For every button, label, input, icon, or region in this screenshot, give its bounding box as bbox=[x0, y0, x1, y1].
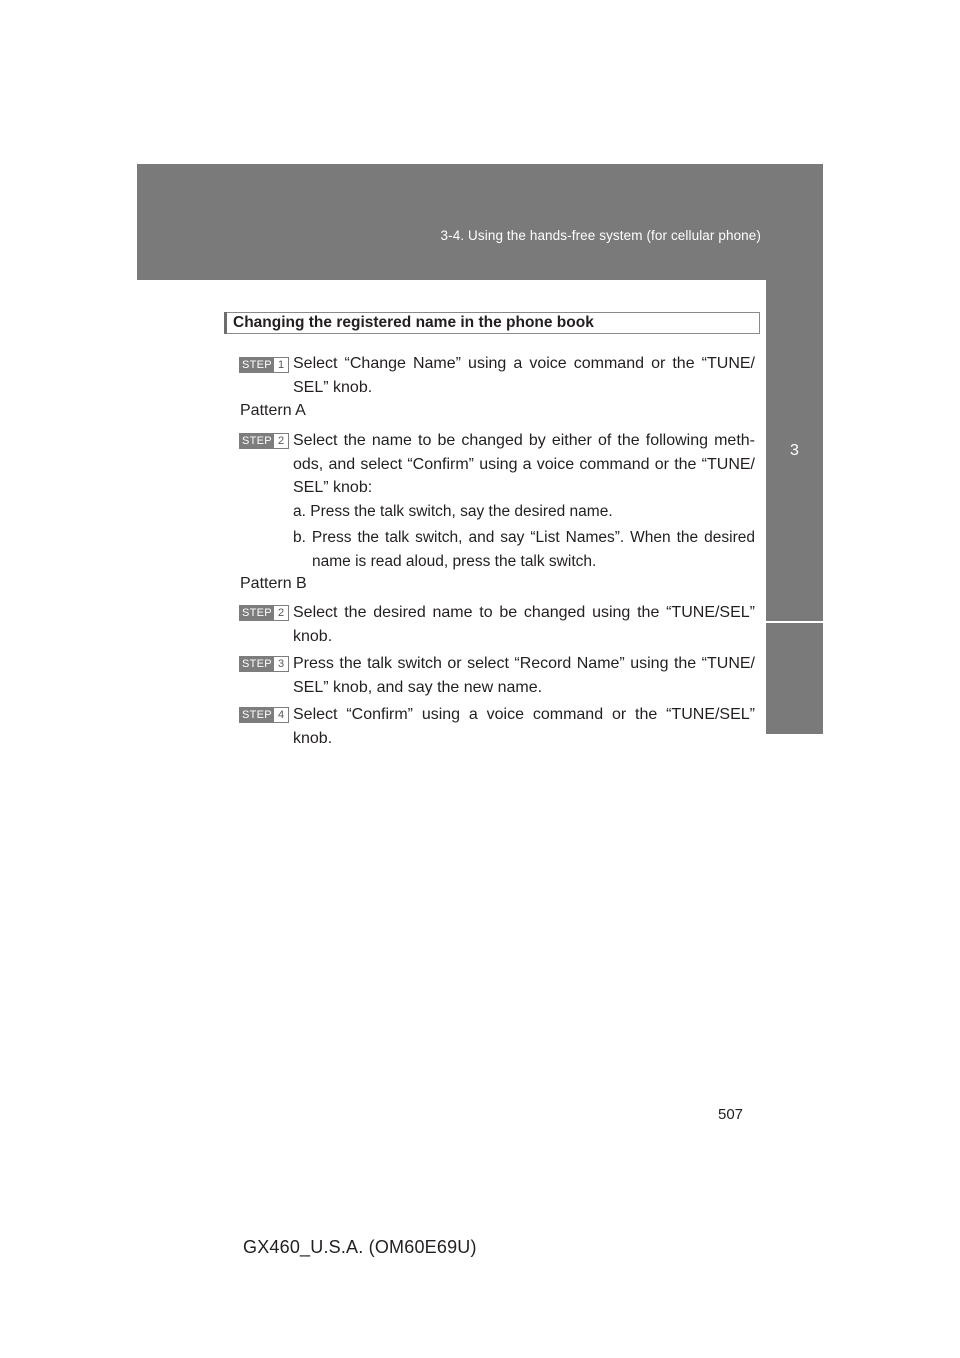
pattern-b-heading: Pattern B bbox=[240, 575, 307, 592]
chapter-label: Interior features bbox=[769, 914, 784, 1006]
header-section-title: 3-4. Using the hands-free system (for cellular phone) bbox=[440, 228, 761, 243]
document-code: GX460_U.S.A. (OM60E69U) bbox=[243, 1237, 477, 1257]
step-word: STEP bbox=[242, 709, 272, 721]
pattern-a-heading: Pattern A bbox=[240, 402, 306, 419]
step-badge bbox=[239, 433, 289, 449]
step-text: Select the desired name to be changed using the “TUNE/SEL” knob. bbox=[293, 604, 755, 645]
header-band bbox=[137, 164, 823, 280]
side-tab-divider bbox=[766, 621, 823, 623]
step-word: STEP bbox=[242, 658, 272, 670]
section-heading-bar bbox=[224, 312, 227, 334]
step-word: STEP bbox=[242, 435, 272, 447]
step-word: STEP bbox=[242, 359, 272, 371]
chapter-side-tab bbox=[766, 280, 823, 1006]
step-badge bbox=[239, 357, 289, 373]
page-number: 507 bbox=[718, 1106, 744, 1123]
step-number: 4 bbox=[274, 708, 288, 722]
chapter-number: 3 bbox=[790, 441, 799, 459]
step-badge bbox=[239, 707, 289, 723]
step-number: 3 bbox=[274, 657, 288, 671]
step-text: Select “Change Name” using a voice command or the “TUNE/ SEL” knob. bbox=[293, 355, 755, 396]
section-heading bbox=[224, 312, 760, 334]
section-heading-text: Changing the registered name in the phone book bbox=[233, 314, 594, 331]
sub-item: b. Press the talk switch, and say “List Names”. When the desired name is read aloud, press the talk switch. bbox=[293, 529, 755, 570]
step-text: Press the talk switch or select “Record Name” using the “TUNE/ SEL” knob, and say the new name. bbox=[293, 655, 755, 696]
step-badge bbox=[239, 605, 289, 621]
step-word: STEP bbox=[242, 607, 272, 619]
step-text: Select “Confirm” using a voice command or the “TUNE/SEL” knob. bbox=[293, 706, 755, 747]
step-number: 2 bbox=[274, 434, 288, 448]
sub-item: a. Press the talk switch, say the desired name. bbox=[293, 503, 613, 520]
step-text: Select the name to be changed by either of the following meth- ods, and select “Confirm” using a voice command or the “TUNE/ SEL” knob: bbox=[293, 432, 755, 496]
step-number: 2 bbox=[274, 606, 288, 620]
step-number: 1 bbox=[274, 358, 288, 372]
step-badge bbox=[239, 656, 289, 672]
